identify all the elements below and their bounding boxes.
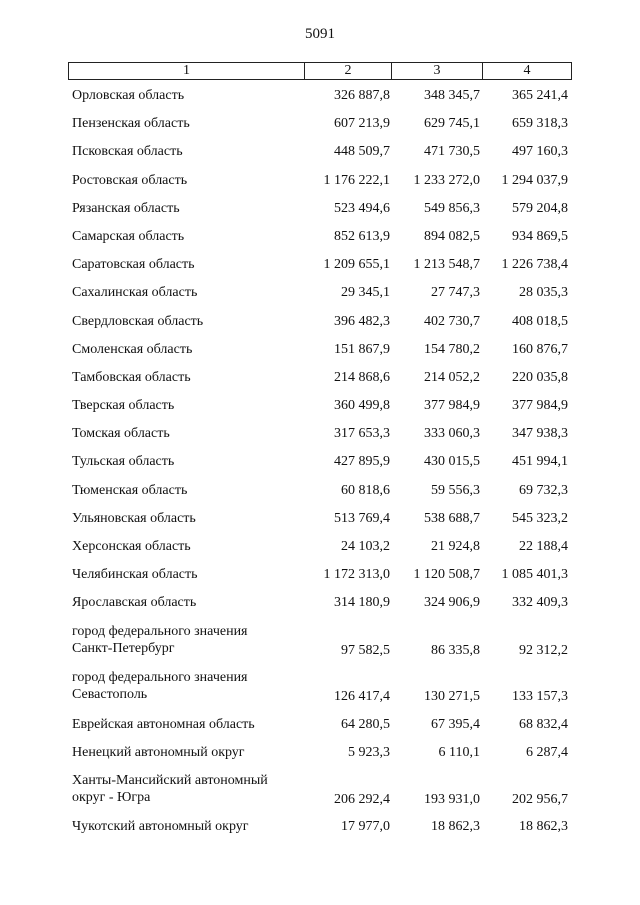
region-name: Сахалинская область (72, 285, 198, 301)
value-col-4: 92 312,2 (519, 642, 568, 658)
table-row (0, 199, 640, 227)
value-col-4: 28 035,3 (519, 285, 568, 301)
table-row (0, 340, 640, 368)
value-col-2: 97 582,5 (341, 642, 390, 658)
value-col-4: 332 409,3 (512, 595, 568, 611)
value-col-4: 220 035,8 (512, 369, 568, 385)
region-name: Тульская область (72, 454, 175, 470)
value-col-3: 377 984,9 (424, 398, 480, 414)
table-row (0, 537, 640, 565)
table-row (0, 86, 640, 114)
table-row (0, 283, 640, 311)
value-col-3: 549 856,3 (424, 200, 480, 216)
table-row (0, 312, 640, 340)
value-col-4: 22 188,4 (519, 539, 568, 554)
region-name: Ненецкий автономный округ (72, 744, 245, 760)
table-row (0, 424, 640, 452)
table-header (68, 62, 572, 80)
value-col-4: 68 832,4 (519, 716, 568, 732)
value-col-4: 497 160,3 (512, 144, 568, 160)
value-col-3: 1 120 508,7 (413, 567, 480, 583)
value-col-3: 471 730,5 (424, 144, 480, 160)
value-col-2: 852 613,9 (334, 228, 390, 244)
table-row (0, 452, 640, 480)
header-col-4: 4 (523, 63, 531, 78)
value-col-3: 324 906,9 (424, 595, 480, 611)
value-col-2: 60 818,6 (341, 482, 390, 498)
region-name-line-2: округ - Югра (72, 789, 151, 805)
table-row (0, 622, 640, 669)
region-name-line-1: город федерального значения (72, 623, 248, 639)
header-col-3: 3 (392, 63, 483, 79)
value-col-3: 1 213 548,7 (413, 257, 480, 273)
value-col-2: 314 180,9 (334, 595, 390, 611)
value-col-4: 6 287,4 (526, 744, 568, 760)
table-row (0, 817, 640, 845)
region-name: Самарская область (72, 228, 185, 244)
region-name: Ярославская область (72, 595, 197, 611)
region-name: Пензенская область (72, 116, 190, 132)
value-col-2: 1 176 222,1 (323, 172, 390, 188)
region-name: Рязанская область (72, 200, 180, 216)
region-name (72, 668, 302, 703)
value-col-2: 317 653,3 (334, 426, 390, 442)
region-name: Тюменская область (72, 482, 188, 498)
region-name-line-1: Ханты-Мансийский автономный (72, 772, 268, 788)
region-name: Томская область (72, 426, 170, 442)
value-col-4: 347 938,3 (512, 426, 568, 442)
table-row (0, 743, 640, 771)
table-row (0, 227, 640, 255)
value-col-2: 64 280,5 (341, 716, 390, 732)
region-name: Смоленская область (72, 341, 193, 357)
value-col-4: 408 018,5 (512, 313, 568, 329)
value-col-2: 1 172 313,0 (323, 567, 390, 583)
value-col-3: 430 015,5 (424, 454, 480, 470)
table-row (0, 565, 640, 593)
header-col-2: 2 (305, 63, 392, 79)
value-col-2: 523 494,6 (334, 200, 390, 216)
region-name: Тамбовская область (72, 369, 191, 385)
value-col-2: 151 867,9 (334, 341, 390, 357)
region-name (72, 622, 302, 657)
region-name: Ростовская область (72, 172, 188, 188)
value-col-3: 1 233 272,0 (413, 172, 480, 188)
value-col-2: 448 509,7 (334, 144, 390, 160)
table-row (0, 255, 640, 283)
value-col-4: 69 732,3 (519, 482, 568, 498)
table-row (0, 481, 640, 509)
value-col-2: 427 895,9 (334, 454, 390, 470)
region-name-line-2: Санкт-Петербург (72, 640, 175, 656)
page-number: 5091 (305, 26, 335, 42)
value-col-4: 1 294 037,9 (501, 172, 568, 188)
value-col-2: 5 923,3 (348, 744, 390, 760)
value-col-2: 396 482,3 (334, 313, 390, 329)
value-col-2: 360 499,8 (334, 398, 390, 414)
value-col-3: 629 745,1 (424, 116, 480, 132)
value-col-3: 333 060,3 (424, 426, 480, 442)
value-col-2: 206 292,4 (334, 791, 390, 807)
table-row (0, 368, 640, 396)
region-name: Херсонская область (72, 539, 191, 554)
region-name: Челябинская область (72, 567, 198, 583)
table-row (0, 171, 640, 199)
region-name: Саратовская область (72, 257, 195, 273)
table-row (0, 668, 640, 715)
header-col-1: 1 (69, 63, 305, 79)
value-col-3: 130 271,5 (424, 689, 480, 705)
region-name-line-1: город федерального значения (72, 670, 248, 686)
region-name: Чукотский автономный округ (72, 819, 249, 835)
table-row (0, 509, 640, 537)
value-col-2: 29 345,1 (341, 285, 390, 301)
table-row (0, 114, 640, 142)
value-col-3: 18 862,3 (431, 819, 480, 835)
value-col-3: 27 747,3 (431, 285, 480, 301)
region-name: Ульяновская область (72, 510, 196, 526)
value-col-4: 451 994,1 (512, 454, 568, 470)
value-col-4: 18 862,3 (519, 819, 568, 835)
value-col-2: 214 868,6 (334, 369, 390, 385)
value-col-2: 607 213,9 (334, 116, 390, 132)
value-col-3: 538 688,7 (424, 510, 480, 526)
value-col-4: 579 204,8 (512, 200, 568, 216)
value-col-4: 545 323,2 (512, 510, 568, 526)
table-row (0, 396, 640, 424)
value-col-2: 326 887,8 (334, 88, 390, 103)
value-col-3: 59 556,3 (431, 482, 480, 498)
value-col-3: 894 082,5 (424, 228, 480, 244)
value-col-4: 659 318,3 (512, 116, 568, 132)
value-col-3: 86 335,8 (431, 642, 480, 658)
value-col-4: 202 956,7 (512, 791, 568, 807)
value-col-3: 21 924,8 (431, 539, 480, 554)
value-col-4: 934 869,5 (512, 228, 568, 244)
value-col-3: 214 052,2 (424, 369, 480, 385)
table-body (0, 86, 640, 846)
region-name: Псковская область (72, 144, 183, 160)
value-col-4: 1 226 738,4 (501, 257, 568, 273)
value-col-4: 133 157,3 (512, 689, 568, 705)
table-row (0, 715, 640, 743)
table-row (0, 771, 640, 818)
table-row (0, 142, 640, 170)
value-col-2: 1 209 655,1 (323, 257, 390, 273)
value-col-4: 365 241,4 (512, 88, 568, 103)
value-col-3: 6 110,1 (438, 744, 480, 760)
value-col-4: 1 085 401,3 (501, 567, 568, 583)
value-col-2: 513 769,4 (334, 510, 390, 526)
value-col-4: 160 876,7 (512, 341, 568, 357)
value-col-3: 348 345,7 (424, 88, 480, 103)
value-col-3: 402 730,7 (424, 313, 480, 329)
value-col-3: 154 780,2 (424, 341, 480, 357)
table-row (0, 593, 640, 621)
region-name: Свердловская область (72, 313, 204, 329)
value-col-2: 24 103,2 (341, 539, 390, 554)
region-name: Тверская область (72, 398, 175, 414)
value-col-4: 377 984,9 (512, 398, 568, 414)
region-name: Орловская область (72, 88, 185, 103)
region-name: Еврейская автономная область (72, 716, 255, 732)
region-name-line-2: Севастополь (72, 687, 148, 703)
value-col-2: 126 417,4 (334, 689, 390, 705)
region-name (72, 771, 302, 806)
value-col-3: 67 395,4 (431, 716, 480, 732)
value-col-3: 193 931,0 (424, 791, 480, 807)
value-col-2: 17 977,0 (341, 819, 390, 835)
